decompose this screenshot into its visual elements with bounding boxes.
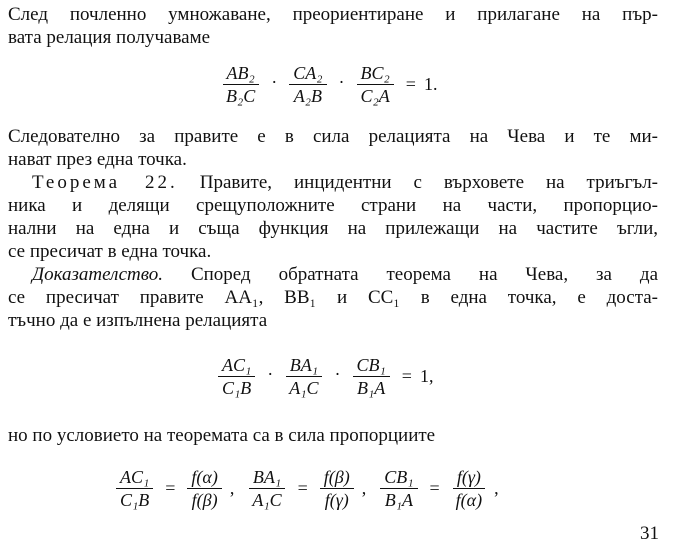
text-line: нават през една точка. [8, 149, 187, 170]
text-line: се пресичат в една точка. [8, 241, 212, 262]
text-line: нални на една и съща функция на прилежащи на частите ъгли, [8, 218, 658, 239]
proof-line: Доказателство. Според обратната теорема на Чева, за да [32, 264, 658, 285]
fraction: $\frac{f(\gamma)}{f(\alpha)}$ [452, 467, 486, 510]
fraction: $\frac{\text{CB₁}}{\text{B₁A}}$ [380, 467, 417, 510]
text-line: се пресичат правите AA₁, BB₁ и CC₁ в една точка, е доста- [8, 287, 658, 308]
fraction: $\frac{\text{CA₂}}{\text{A₂B}}$ [289, 63, 326, 106]
formula-proportions: $\frac{\text{AC₁}}{\text{C₁B}}$ = $\frac{f(\alpha)}{f(\beta)}$ , $\frac{\text{BA₁}}{\text{A₁C}}$ = $\frac{f(\beta)}{f(\gamma)}$ , $\frac{\text{CB₁}}{\text{B₁A}}$ = $\frac{f(\gamma)}{f(\alpha)}$ , [112, 467, 499, 510]
proof-label: Доказателство. [32, 264, 164, 285]
page-number: 31 [640, 523, 659, 544]
text-line: вата релация получаваме [8, 27, 211, 48]
fraction: $\frac{\text{BA₁}}{\text{A₁C}}$ [285, 355, 322, 398]
text-line: Следователно за правите е в сила релацията на Чева и те ми- [8, 126, 658, 147]
fraction: $\frac{\text{AB₂}}{\text{B₂C}}$ [222, 63, 259, 106]
fraction: $\frac{\text{BC₂}}{\text{C₂A}}$ [357, 63, 394, 106]
formula-ceva-product-2: $\frac{\text{AB₂}}{\text{B₂C}}$ · $\frac{\text{CA₂}}{\text{A₂B}}$ · $\frac{\text{BC₂}}{\text{C₂A}}$ = 1. [218, 63, 445, 106]
fraction: $\frac{\text{CB₁}}{\text{B₁A}}$ [353, 355, 390, 398]
text-line: тъчно да е изпълнена релацията [8, 310, 268, 331]
text-line: но по условието на теоремата са в сила пропорциите [8, 425, 436, 446]
fraction: $\frac{\text{AC₁}}{\text{C₁B}}$ [116, 467, 153, 510]
fraction: $\frac{f(\alpha)}{f(\beta)}$ [187, 467, 221, 510]
fraction: $\frac{f(\beta)}{f(\gamma)}$ [320, 467, 354, 510]
text-line: ника и делящи срещуположните страни на части, пропорцио- [8, 195, 658, 216]
formula-ceva-product-1: $\frac{\text{AC₁}}{\text{C₁B}}$ · $\frac{\text{BA₁}}{\text{A₁C}}$ · $\frac{\text{CB₁}}{\text{B₁A}}$ = 1, [214, 355, 441, 398]
theorem-line: Теорема 22. Правите, инцидентни с върховете на триъгъл- [32, 172, 659, 193]
theorem-label: Теорема 22. [32, 172, 178, 193]
text-line: След почленно умножаване, преориентиране и прилагане на пър- [8, 4, 658, 25]
fraction: $\frac{\text{AC₁}}{\text{C₁B}}$ [218, 355, 255, 398]
fraction: $\frac{\text{BA₁}}{\text{A₁C}}$ [248, 467, 285, 510]
